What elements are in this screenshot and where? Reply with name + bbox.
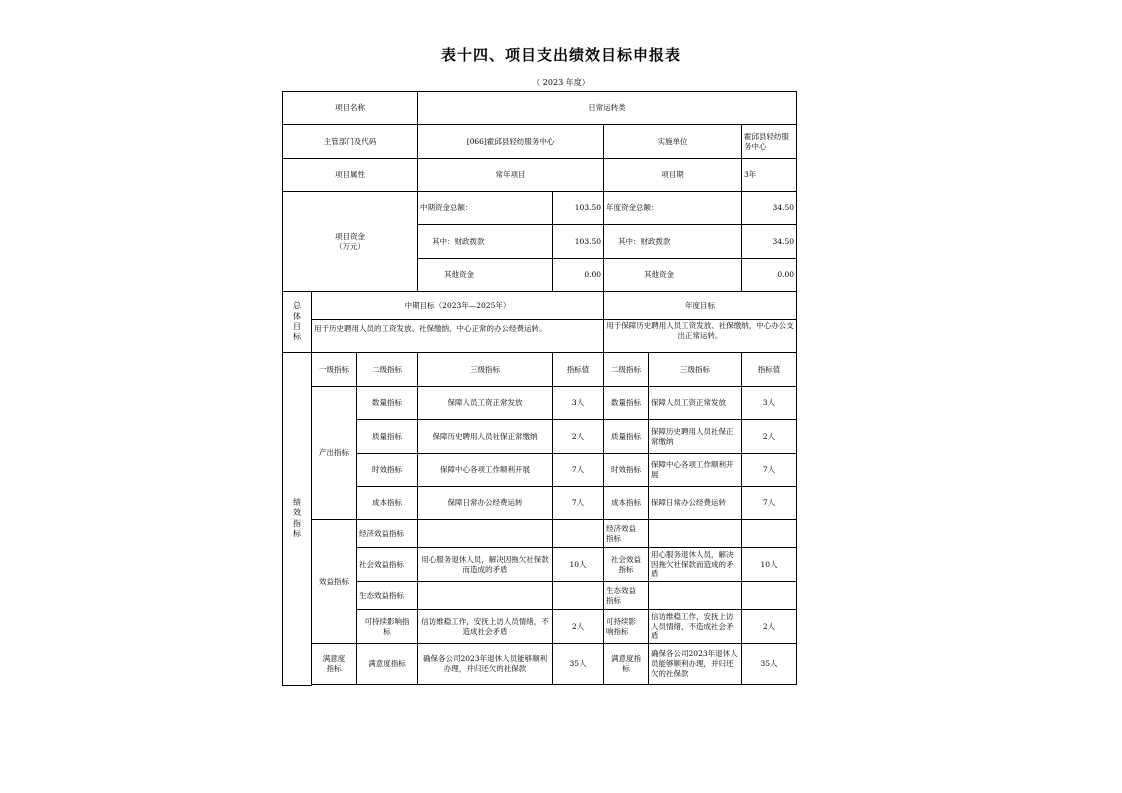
table-row xyxy=(283,582,797,610)
row-l3: 保障日常办公经费运转 xyxy=(418,487,553,520)
row-annual-l3: 确保各公司2023年退休人员能够顺利办理，并归还欠的社保款 xyxy=(649,644,742,685)
row-annual-l3: 保障人员工资正常发放 xyxy=(649,387,742,420)
project-period-value: 3年 xyxy=(742,159,797,192)
table-row xyxy=(283,520,797,548)
annual-fiscal-label: 其中：财政拨款 xyxy=(604,225,742,259)
row-annual-value xyxy=(742,520,797,548)
annual-goal-header: 年度目标 xyxy=(604,292,797,320)
table-row xyxy=(283,320,797,353)
header-value: 指标值 xyxy=(553,353,604,387)
table-row xyxy=(283,92,797,125)
project-name-label: 项目名称 xyxy=(283,92,418,125)
row-annual-value xyxy=(742,582,797,610)
annual-other-value: 0.00 xyxy=(742,259,797,292)
annual-other-label: 其他资金 xyxy=(604,259,742,292)
row-annual-l2: 经济效益 指标 xyxy=(604,520,649,548)
row-value xyxy=(553,520,604,548)
row-l2: 社会效益指标 xyxy=(357,548,418,582)
output-indicator-label: 产出指标 xyxy=(312,387,357,520)
row-annual-l3: 信访维稳工作，安抚上访人员情绪，不造成社会矛盾 xyxy=(649,610,742,644)
row-annual-l2: 可持续影 响指标 xyxy=(604,610,649,644)
row-l2: 成本指标 xyxy=(357,487,418,520)
table-row xyxy=(283,387,797,420)
table-row xyxy=(283,159,797,192)
table-row xyxy=(283,487,797,520)
row-l2: 可持续影响指 标 xyxy=(357,610,418,644)
mid-fiscal-label: 其中：财政拨款 xyxy=(418,225,553,259)
row-l3: 保障中心各项工作顺利开展 xyxy=(418,454,553,487)
row-value: 7人 xyxy=(553,454,604,487)
row-annual-l2: 成本指标 xyxy=(604,487,649,520)
header-annual-level3: 三级指标 xyxy=(649,353,742,387)
row-annual-value: 2人 xyxy=(742,610,797,644)
year-line: （ 2023 年度） xyxy=(532,78,590,87)
row-annual-l3: 保障日常办公经费运转 xyxy=(649,487,742,520)
row-annual-l3: 用心服务退休人员，解决因拖欠社保款而造成的矛盾 xyxy=(649,548,742,582)
row-annual-l3 xyxy=(649,582,742,610)
row-annual-l3 xyxy=(649,520,742,548)
row-value: 7人 xyxy=(553,487,604,520)
row-value: 3人 xyxy=(553,387,604,420)
mid-goal-text: 用于历史聘用人员的工资发放、社保缴纳、中心正常的办公经费运转。 xyxy=(312,320,604,353)
row-l3: 保障历史聘用人员社保正常缴纳 xyxy=(418,420,553,454)
mid-fiscal-value: 103.50 xyxy=(553,225,604,259)
row-l3: 确保各公司2023年退休人员能够顺利办理，并归还欠的社保款 xyxy=(418,644,553,685)
header-annual-level2: 二级指标 xyxy=(604,353,649,387)
table-row xyxy=(283,610,797,644)
row-l3: 用心服务退休人员，解决因拖欠社保款而造成的矛盾 xyxy=(418,548,553,582)
page-title: 表十四、项目支出绩效目标申报表 xyxy=(440,46,681,64)
annual-goal-text: 用于保障历史聘用人员工资发放、社保缴纳，中心办公支出正常运转。 xyxy=(604,320,797,353)
row-annual-value: 7人 xyxy=(742,454,797,487)
project-attr-value: 常年项目 xyxy=(418,159,604,192)
overall-goal-label: 总 体 目 标 xyxy=(283,292,312,353)
row-annual-value: 2人 xyxy=(742,420,797,454)
header-level1: 一级指标 xyxy=(312,353,357,387)
mid-total-value: 103.50 xyxy=(553,192,604,225)
row-l2: 满意度指标 xyxy=(357,644,418,685)
table-row xyxy=(283,353,797,387)
row-l3 xyxy=(418,582,553,610)
table-row xyxy=(283,420,797,454)
mid-other-label: 其他资金 xyxy=(418,259,553,292)
header-level2: 二级指标 xyxy=(357,353,418,387)
row-value xyxy=(553,582,604,610)
impl-unit-value: 霍邱县轻纺服务中心 xyxy=(742,125,797,159)
table-row xyxy=(283,644,797,685)
row-annual-value: 3人 xyxy=(742,387,797,420)
impl-unit-label: 实施单位 xyxy=(604,125,742,159)
dept-label: 主管部门及代码 xyxy=(283,125,418,159)
table-row xyxy=(283,292,797,320)
mid-goal-header: 中期目标（2023年—2025年） xyxy=(312,292,604,320)
table-row xyxy=(283,192,797,225)
annual-fiscal-value: 34.50 xyxy=(742,225,797,259)
mid-other-value: 0.00 xyxy=(553,259,604,292)
mid-total-label: 中期资金总额： xyxy=(418,192,553,225)
performance-goal-table xyxy=(282,91,797,686)
row-annual-value: 35人 xyxy=(742,644,797,685)
row-value: 2人 xyxy=(553,420,604,454)
row-annual-l2: 数量指标 xyxy=(604,387,649,420)
funds-label: 项目资金 （万元） xyxy=(283,192,418,292)
header-level3: 三级指标 xyxy=(418,353,553,387)
row-l2: 经济效益指标 xyxy=(357,520,418,548)
table-row xyxy=(283,125,797,159)
row-value: 10人 xyxy=(553,548,604,582)
row-annual-l3: 保障历史聘用人员社保正常缴纳 xyxy=(649,420,742,454)
row-l2: 生态效益指标 xyxy=(357,582,418,610)
row-l3: 信访维稳工作，安抚上访人员情绪，不造成社会矛盾 xyxy=(418,610,553,644)
header-annual-value: 指标值 xyxy=(742,353,797,387)
project-name-value: 日常运转类 xyxy=(418,92,797,125)
row-value: 35人 xyxy=(553,644,604,685)
row-annual-l2: 满意度指 标 xyxy=(604,644,649,685)
annual-total-label: 年度资金总额： xyxy=(604,192,742,225)
row-annual-value: 7人 xyxy=(742,487,797,520)
satisfaction-indicator-label: 满意度 指标 xyxy=(312,644,357,685)
perf-section-label: 绩 效 指 标 xyxy=(283,353,312,686)
row-annual-l2: 生态效益 指标 xyxy=(604,582,649,610)
row-annual-value: 10人 xyxy=(742,548,797,582)
benefit-indicator-label: 效益指标 xyxy=(312,520,357,644)
spacer-row xyxy=(283,685,797,686)
dept-value: [066]霍邱县轻纺服务中心 xyxy=(418,125,604,159)
row-l2: 时效指标 xyxy=(357,454,418,487)
annual-total-value: 34.50 xyxy=(742,192,797,225)
row-annual-l2: 社会效益 指标 xyxy=(604,548,649,582)
row-annual-l2: 时效指标 xyxy=(604,454,649,487)
row-l2: 数量指标 xyxy=(357,387,418,420)
table-row xyxy=(283,454,797,487)
row-annual-l2: 质量指标 xyxy=(604,420,649,454)
project-attr-label: 项目属性 xyxy=(283,159,418,192)
row-l2: 质量指标 xyxy=(357,420,418,454)
table-row xyxy=(283,548,797,582)
project-period-label: 项目期 xyxy=(604,159,742,192)
row-l3: 保障人员工资正常发放 xyxy=(418,387,553,420)
row-value: 2人 xyxy=(553,610,604,644)
row-l3 xyxy=(418,520,553,548)
row-annual-l3: 保障中心各项工作顺利开展 xyxy=(649,454,742,487)
